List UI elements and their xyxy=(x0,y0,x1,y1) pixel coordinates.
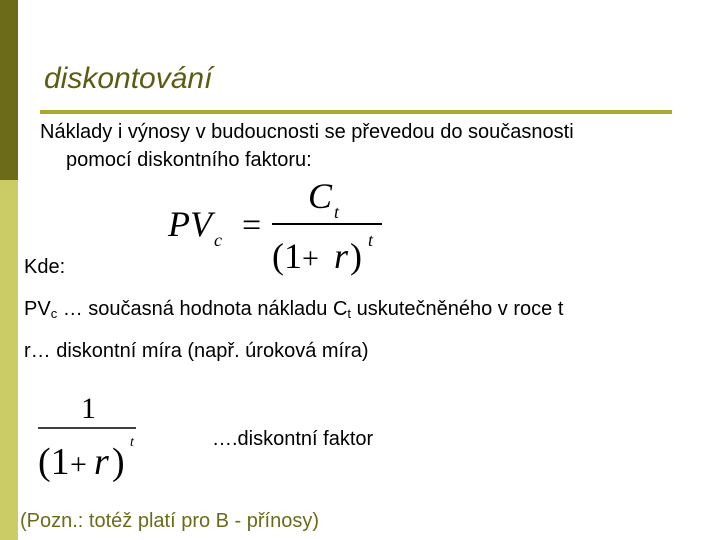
sidebar-accent-top xyxy=(0,0,18,180)
factor-denominator-close: ) xyxy=(112,441,125,483)
discount-factor-formula xyxy=(36,390,156,490)
formula-equals: = xyxy=(242,207,262,244)
present-value-formula xyxy=(168,172,398,276)
pvc-text: … současná hodnota nákladu C xyxy=(57,298,348,320)
pvc-pv: PV xyxy=(24,298,51,320)
pvc-subscript-t: t xyxy=(347,306,352,321)
where-label: Kde: xyxy=(24,256,66,278)
note-text: (Pozn.: totéž platí pro B - přínosy) xyxy=(20,510,320,532)
sidebar-accent-bottom xyxy=(0,180,18,540)
r-definition: r… diskontní míra (např. úroková míra) xyxy=(24,340,369,362)
factor-denominator-exponent: t xyxy=(130,435,134,450)
formula-denominator-close: ) xyxy=(350,236,362,276)
formula-numerator-subscript: t xyxy=(334,202,340,222)
pvc-subscript-c: c xyxy=(50,306,58,321)
formula-numerator-c: C xyxy=(308,176,333,216)
factor-denominator-plus: + xyxy=(70,448,87,481)
intro-line-1: Náklady i výnosy v budoucnosti se převedou do současnosti xyxy=(40,121,574,143)
intro-text xyxy=(40,118,700,174)
title-underline xyxy=(40,110,672,114)
factor-denominator-open: (1 xyxy=(38,441,70,483)
discount-factor-label: ….diskontní faktor xyxy=(212,428,374,450)
formula-denominator-open: (1 xyxy=(272,236,302,276)
factor-numerator: 1 xyxy=(81,392,96,425)
intro-line-2: pomocí diskontního faktoru: xyxy=(66,149,312,171)
factor-denominator-r: r xyxy=(94,441,109,483)
pvc-definition xyxy=(24,298,563,321)
formula-denominator-r: r xyxy=(334,236,349,276)
formula-pv-subscript: c xyxy=(214,230,222,250)
formula-pv: PV xyxy=(168,204,212,244)
formula-denominator-plus: + xyxy=(302,242,319,275)
slide-title: diskontování xyxy=(44,62,213,95)
formula-denominator-exponent: t xyxy=(368,230,374,250)
pvc-text-end: uskutečněného v roce t xyxy=(351,298,564,320)
